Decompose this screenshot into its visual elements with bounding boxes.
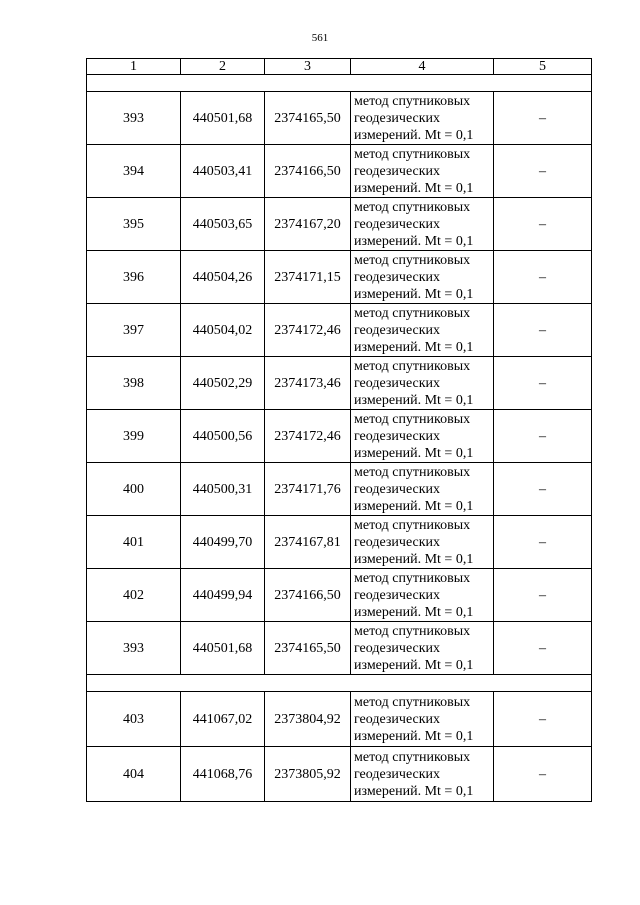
method-line: метод спутниковых [354,199,471,215]
note-cell: – [494,410,592,463]
x-coordinate-cell: 440500,31 [181,463,265,516]
method-cell [351,198,494,251]
x-coordinate-cell: 440504,02 [181,304,265,357]
table-body [87,59,592,802]
method-line: геодезических [354,640,441,656]
note-cell: – [494,251,592,304]
page-number: 561 [311,32,329,44]
method-line: геодезических [354,534,441,550]
method-line: измерений. Mt = 0,1 [354,783,474,799]
note-cell: – [494,92,592,145]
method-cell [351,747,494,802]
method-line: геодезических [354,322,441,338]
y-coordinate-cell: 2374165,50 [265,622,351,675]
method-line: измерений. Mt = 0,1 [354,657,474,673]
point-number-cell: 399 [87,410,181,463]
point-number-cell: 395 [87,198,181,251]
note-cell: – [494,198,592,251]
method-line: геодезических [354,163,441,179]
method-line: метод спутниковых [354,305,471,321]
note-cell: – [494,357,592,410]
method-line: метод спутниковых [354,749,471,765]
point-number-cell: 393 [87,622,181,675]
method-line: измерений. Mt = 0,1 [354,445,474,461]
method-line: метод спутниковых [354,252,471,268]
method-line: геодезических [354,481,441,497]
method-line: метод спутниковых [354,93,471,109]
point-number-cell: 398 [87,357,181,410]
method-line: метод спутниковых [354,623,471,639]
y-coordinate-cell: 2374173,46 [265,357,351,410]
note-cell: – [494,569,592,622]
table-row [87,569,592,622]
method-line: измерений. Mt = 0,1 [354,498,474,514]
x-coordinate-cell: 440501,68 [181,622,265,675]
table-row [87,145,592,198]
x-coordinate-cell: 440503,41 [181,145,265,198]
method-cell [351,516,494,569]
section-separator-row [87,675,592,692]
method-cell [351,410,494,463]
x-coordinate-cell: 440499,94 [181,569,265,622]
method-cell [351,569,494,622]
point-number-cell: 403 [87,692,181,747]
point-number-cell: 393 [87,92,181,145]
note-cell: – [494,622,592,675]
point-number-cell: 397 [87,304,181,357]
method-line: измерений. Mt = 0,1 [354,604,474,620]
y-coordinate-cell: 2373804,92 [265,692,351,747]
method-line: измерений. Mt = 0,1 [354,180,474,196]
y-coordinate-cell: 2374172,46 [265,304,351,357]
method-line: метод спутниковых [354,146,471,162]
method-line: измерений. Mt = 0,1 [354,551,474,567]
method-line: геодезических [354,269,441,285]
x-coordinate-cell: 441067,02 [181,692,265,747]
y-coordinate-cell: 2373805,92 [265,747,351,802]
point-number-cell: 396 [87,251,181,304]
method-line: геодезических [354,216,441,232]
point-number-cell: 404 [87,747,181,802]
x-coordinate-cell: 440501,68 [181,92,265,145]
method-line: геодезических [354,766,441,782]
table-row [87,92,592,145]
column-header: 4 [351,59,494,75]
method-line: измерений. Mt = 0,1 [354,728,474,744]
method-cell [351,357,494,410]
coordinates-table [86,58,592,802]
x-coordinate-cell: 440502,29 [181,357,265,410]
method-line: геодезических [354,428,441,444]
y-coordinate-cell: 2374165,50 [265,92,351,145]
note-cell: – [494,692,592,747]
header-row [87,59,592,75]
method-line: метод спутниковых [354,694,471,710]
note-cell: – [494,463,592,516]
method-line: измерений. Mt = 0,1 [354,339,474,355]
method-line: измерений. Mt = 0,1 [354,392,474,408]
section-separator-cell [87,675,592,692]
y-coordinate-cell: 2374167,81 [265,516,351,569]
table-row [87,198,592,251]
y-coordinate-cell: 2374167,20 [265,198,351,251]
table-row [87,463,592,516]
column-header: 2 [181,59,265,75]
section-separator-row [87,75,592,92]
table-row [87,251,592,304]
y-coordinate-cell: 2374166,50 [265,145,351,198]
y-coordinate-cell: 2374171,15 [265,251,351,304]
x-coordinate-cell: 441068,76 [181,747,265,802]
x-coordinate-cell: 440504,26 [181,251,265,304]
table-row [87,747,592,802]
method-line: геодезических [354,375,441,391]
table-row [87,410,592,463]
table-row [87,304,592,357]
method-cell [351,92,494,145]
method-line: измерений. Mt = 0,1 [354,127,474,143]
method-cell [351,692,494,747]
point-number-cell: 402 [87,569,181,622]
x-coordinate-cell: 440499,70 [181,516,265,569]
method-cell [351,622,494,675]
method-cell [351,463,494,516]
column-header: 1 [87,59,181,75]
point-number-cell: 401 [87,516,181,569]
method-line: геодезических [354,587,441,603]
method-line: метод спутниковых [354,570,471,586]
point-number-cell: 400 [87,463,181,516]
x-coordinate-cell: 440503,65 [181,198,265,251]
method-line: измерений. Mt = 0,1 [354,286,474,302]
note-cell: – [494,747,592,802]
y-coordinate-cell: 2374171,76 [265,463,351,516]
method-line: метод спутниковых [354,358,471,374]
note-cell: – [494,304,592,357]
method-line: геодезических [354,110,441,126]
method-line: метод спутниковых [354,464,471,480]
x-coordinate-cell: 440500,56 [181,410,265,463]
method-cell [351,145,494,198]
table-row [87,622,592,675]
method-line: метод спутниковых [354,411,471,427]
y-coordinate-cell: 2374166,50 [265,569,351,622]
table-row [87,357,592,410]
section-separator-cell [87,75,592,92]
note-cell: – [494,145,592,198]
method-cell [351,304,494,357]
method-line: измерений. Mt = 0,1 [354,233,474,249]
note-cell: – [494,516,592,569]
method-line: геодезических [354,711,441,727]
point-number-cell: 394 [87,145,181,198]
y-coordinate-cell: 2374172,46 [265,410,351,463]
column-header: 5 [494,59,592,75]
column-header: 3 [265,59,351,75]
table-row [87,516,592,569]
method-line: метод спутниковых [354,517,471,533]
method-cell [351,251,494,304]
table-row [87,692,592,747]
